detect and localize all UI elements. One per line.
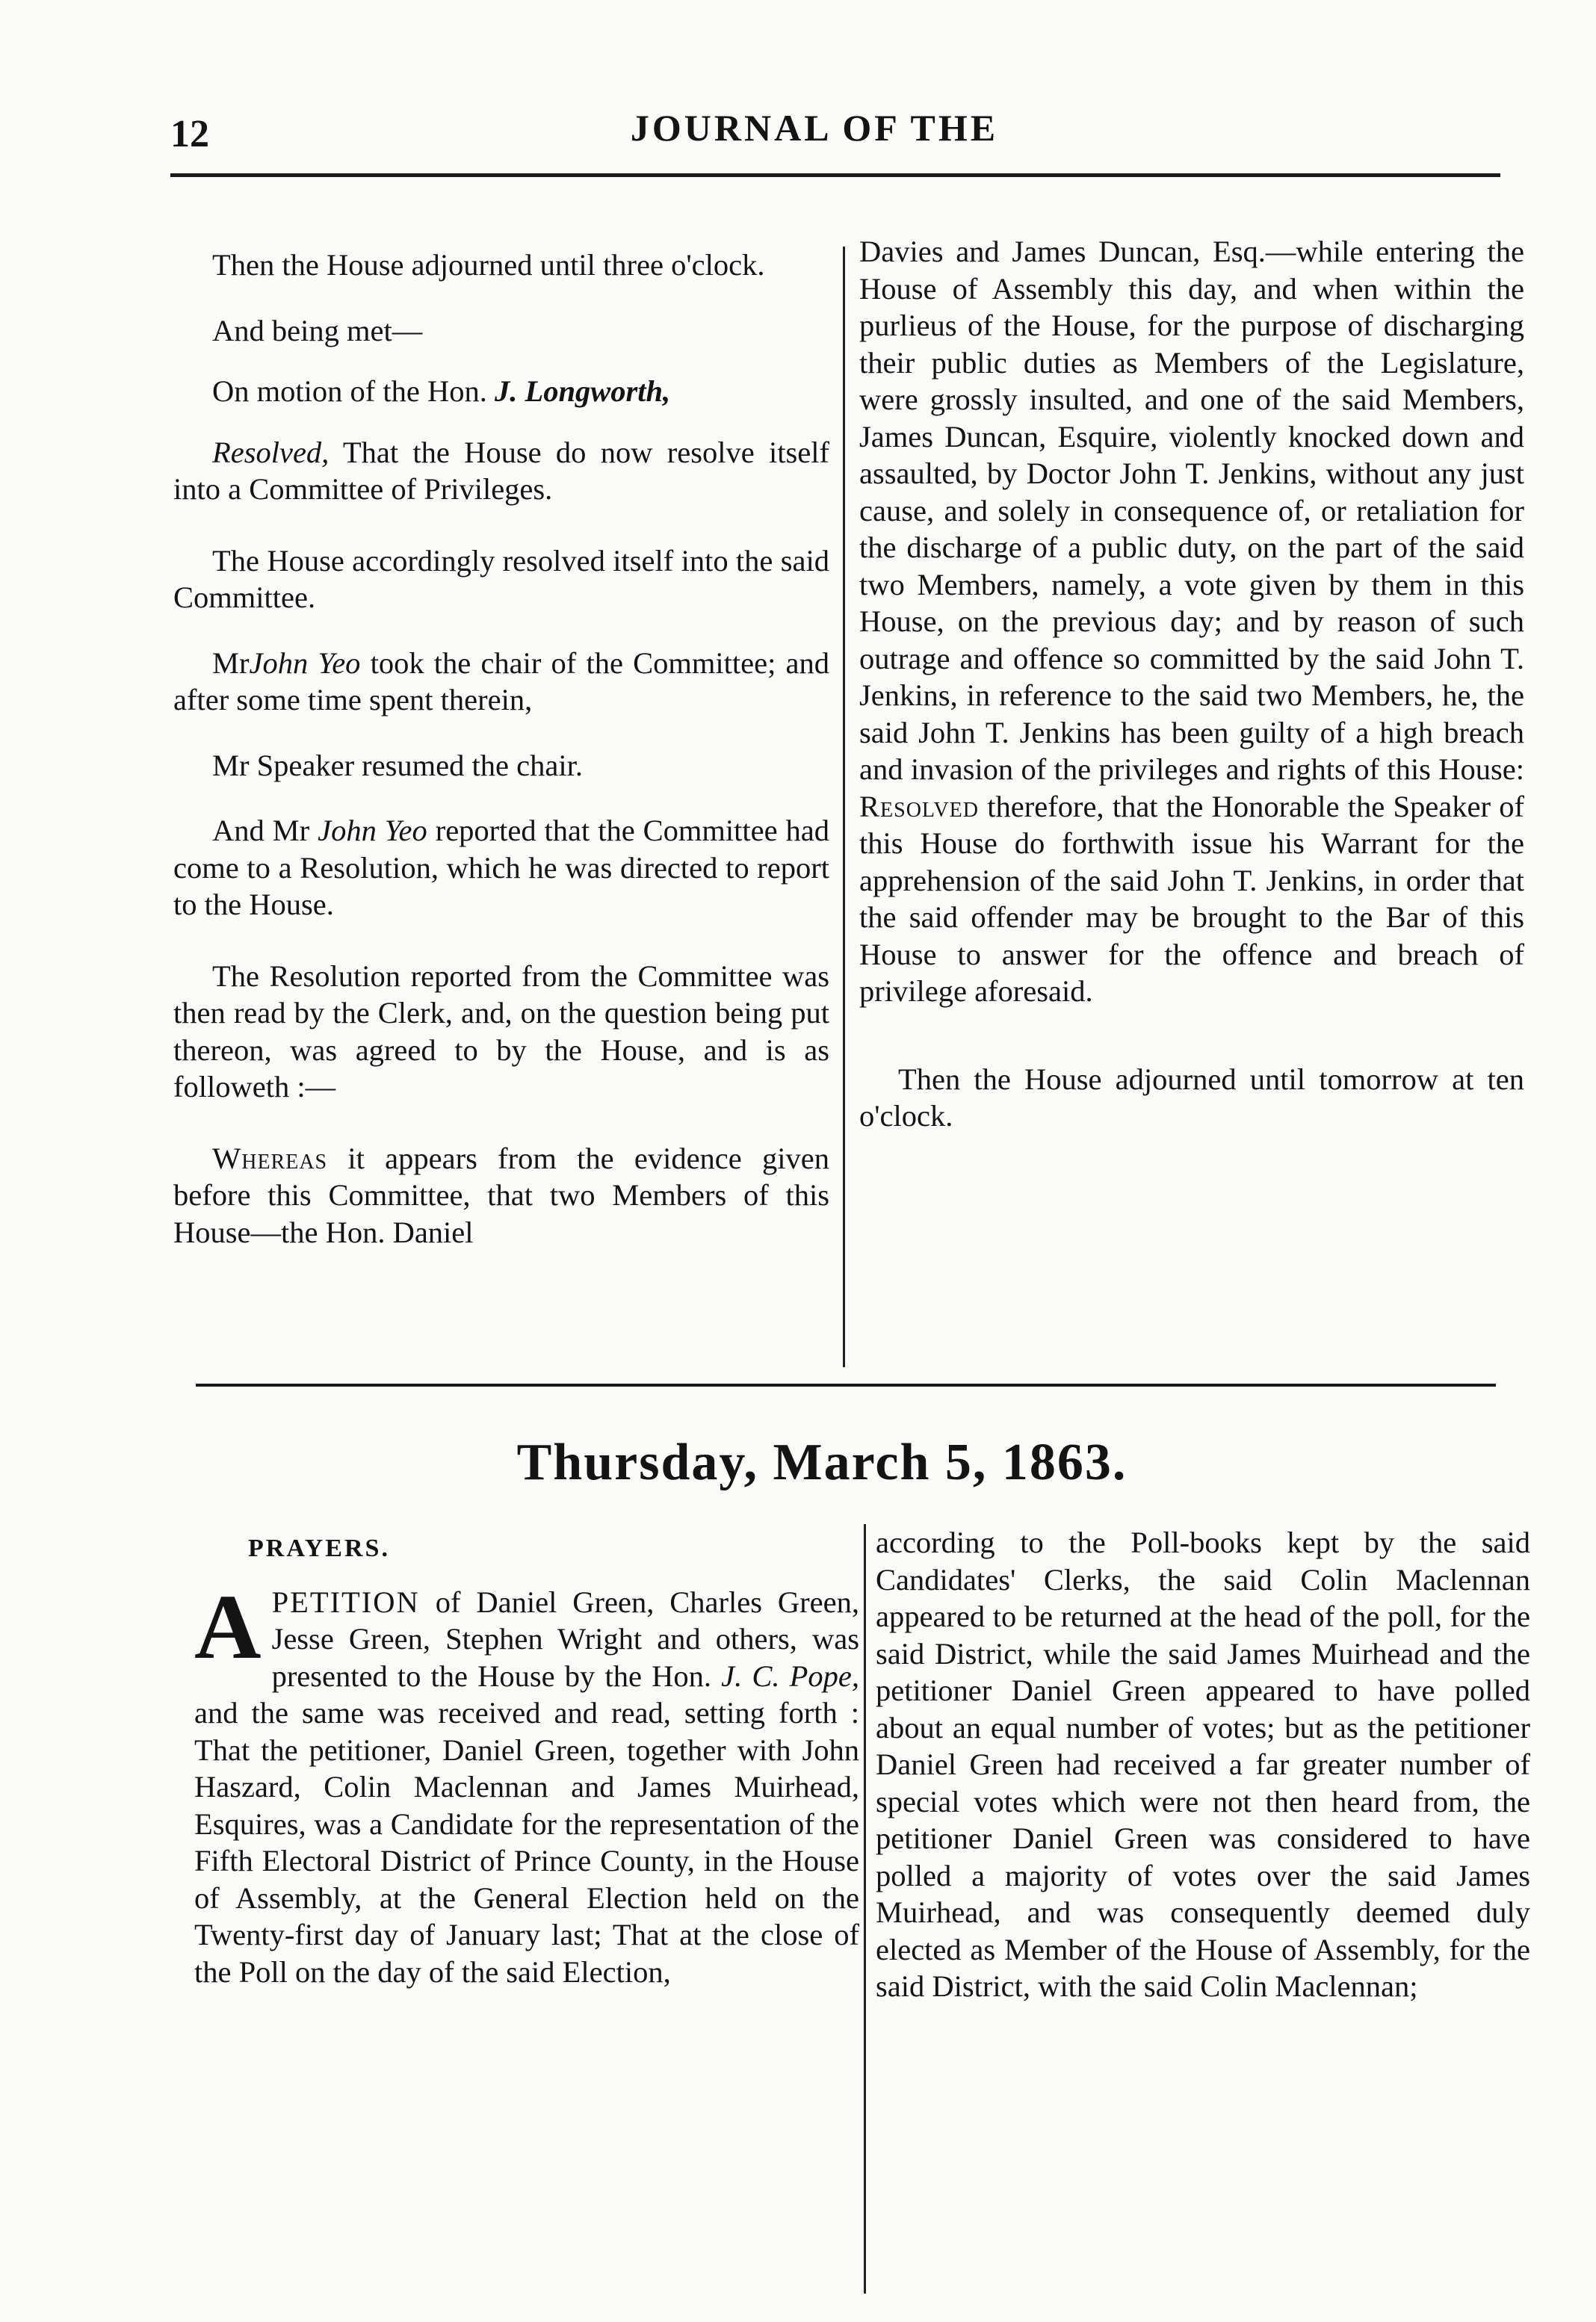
chair-text: took the chair of the Committee; and after some time spent therein, <box>173 645 829 716</box>
motion-text: On motion of the Hon. <box>212 374 495 408</box>
drop-cap: A <box>194 1575 262 1678</box>
column-divider <box>864 1524 866 2294</box>
being-met-paragraph: And being met— <box>212 313 423 347</box>
adjournment-paragraph: Then the House adjourned until three o'clock. <box>212 248 765 282</box>
mover-name: J. Longworth, <box>494 374 671 408</box>
prayers-heading: PRAYERS. <box>248 1535 390 1562</box>
speaker-paragraph: Mr Speaker resumed the chair. <box>212 748 583 782</box>
chairman-name: John Yeo <box>249 645 361 680</box>
column-divider <box>843 247 845 1367</box>
reporter-name: John Yeo <box>318 814 427 847</box>
whereas-text: it appears from the evidence given before this Committee, that two Members of this House—the Hon. Daniel <box>173 1141 829 1249</box>
resolution-body-text: Davies and James Duncan, Esq.—while entering the House of Assembly this day, and when within the purlieus of the House, for the purpose of discharging their public duties as Members of the Legislature, were grossly insulted, and one of the said Members, James Duncan, Esquire, violently knocked down and assaulted, by Doctor John T. Jenkins, without any just cause, and solely in consequence of, or retaliation for the discharge of a public duty, on the part of the said two Members, namely, a vote given by them in this House, on the previous day; and by reason of such outrage and offence so committed by the said John T. Jenkins, in reference to the said two Members, he, the said John T. Jenkins has been guilty of a high breach and invasion of the privileges and rights of this House: <box>859 235 1524 786</box>
section-rule <box>196 1384 1496 1387</box>
warrant-text: therefore, that the Honorable the Speaker of this House do forthwith issue his Warrant for the apprehension of the said John T. Jenkins, in order that the said offender may be brought to the Bar of this House to answer for the offence and breach of privilege aforesaid. <box>859 789 1524 1008</box>
whereas-label: Whereas <box>212 1141 328 1175</box>
resolution-read-paragraph: The Resolution reported from the Committee was then read by the Clerk, and, on the question being put thereon, was agreed to by the House, and is as followeth :— <box>173 959 829 1103</box>
page-number: 12 <box>170 113 209 155</box>
resolved-label: Resolved, <box>212 435 330 469</box>
petition-text: of Daniel Green, Charles Green, Jesse Green, Stephen Wright and others, was presented to the House by the Hon. <box>271 1585 859 1693</box>
adjournment-paragraph: Then the House adjourned until tomorrow at ten o'clock. <box>859 1062 1524 1133</box>
lower-left-column <box>194 1530 859 1990</box>
chair-prefix: Mr <box>212 645 250 680</box>
chair-paragraph <box>173 645 829 719</box>
report-prefix: And Mr <box>212 814 318 847</box>
resolved-paragraph <box>173 434 829 508</box>
running-head: JOURNAL OF THE <box>630 107 999 149</box>
header-rule <box>170 173 1500 177</box>
date-heading: Thursday, March 5, 1863. <box>516 1434 1128 1491</box>
report-text: reported that the Committee had come to a Resolution, which he was directed to report to the House. <box>173 814 829 921</box>
report-paragraph <box>173 812 829 923</box>
resolution-body-paragraph <box>859 233 1524 1010</box>
committee-paragraph: The House accordingly resolved itself into the said Committee. <box>173 543 829 614</box>
upper-right-column <box>859 233 1524 1135</box>
motion-paragraph <box>173 373 829 410</box>
whereas-paragraph <box>173 1140 829 1251</box>
presenter-name: J. C. Pope, <box>721 1659 859 1693</box>
petition-paragraph <box>194 1575 859 1991</box>
petition-word: PETITION <box>271 1585 420 1619</box>
petition-text-continued: and the same was received and read, setting forth : That the petitioner, Daniel Green, together with John Haszard, Colin Maclennan and James Muirhead, Esquires, was a Candidate for the representation of the Fifth Electoral District of Prince County, in the House of Assembly, at the General Election held on the Twenty-first day of January last; That at the close of the Poll on the day of the said Election, <box>194 1696 859 1989</box>
lower-right-column <box>876 1524 1530 2005</box>
upper-left-column <box>173 247 829 1251</box>
resolved-text: That the House do now resolve itself into a Committee of Privileges. <box>173 435 829 506</box>
poll-paragraph: according to the Poll-books kept by the said Candidates' Clerks, the said Colin Maclennan appeared to be returned at the head of the poll, for the said District, while the said James Muirhead and the petitioner Daniel Green appeared to have polled about an equal number of votes; but as the petitioner Daniel Green had received a far greater number of special votes which were not then heard from, the petitioner Daniel Green was considered to have polled a majority of votes over the said James Muirhead, and was consequently deemed duly elected as Member of the House of Assembly, for the said District, with the said Colin Maclennan; <box>876 1526 1530 2003</box>
resolved-label: Resolved <box>859 789 979 823</box>
